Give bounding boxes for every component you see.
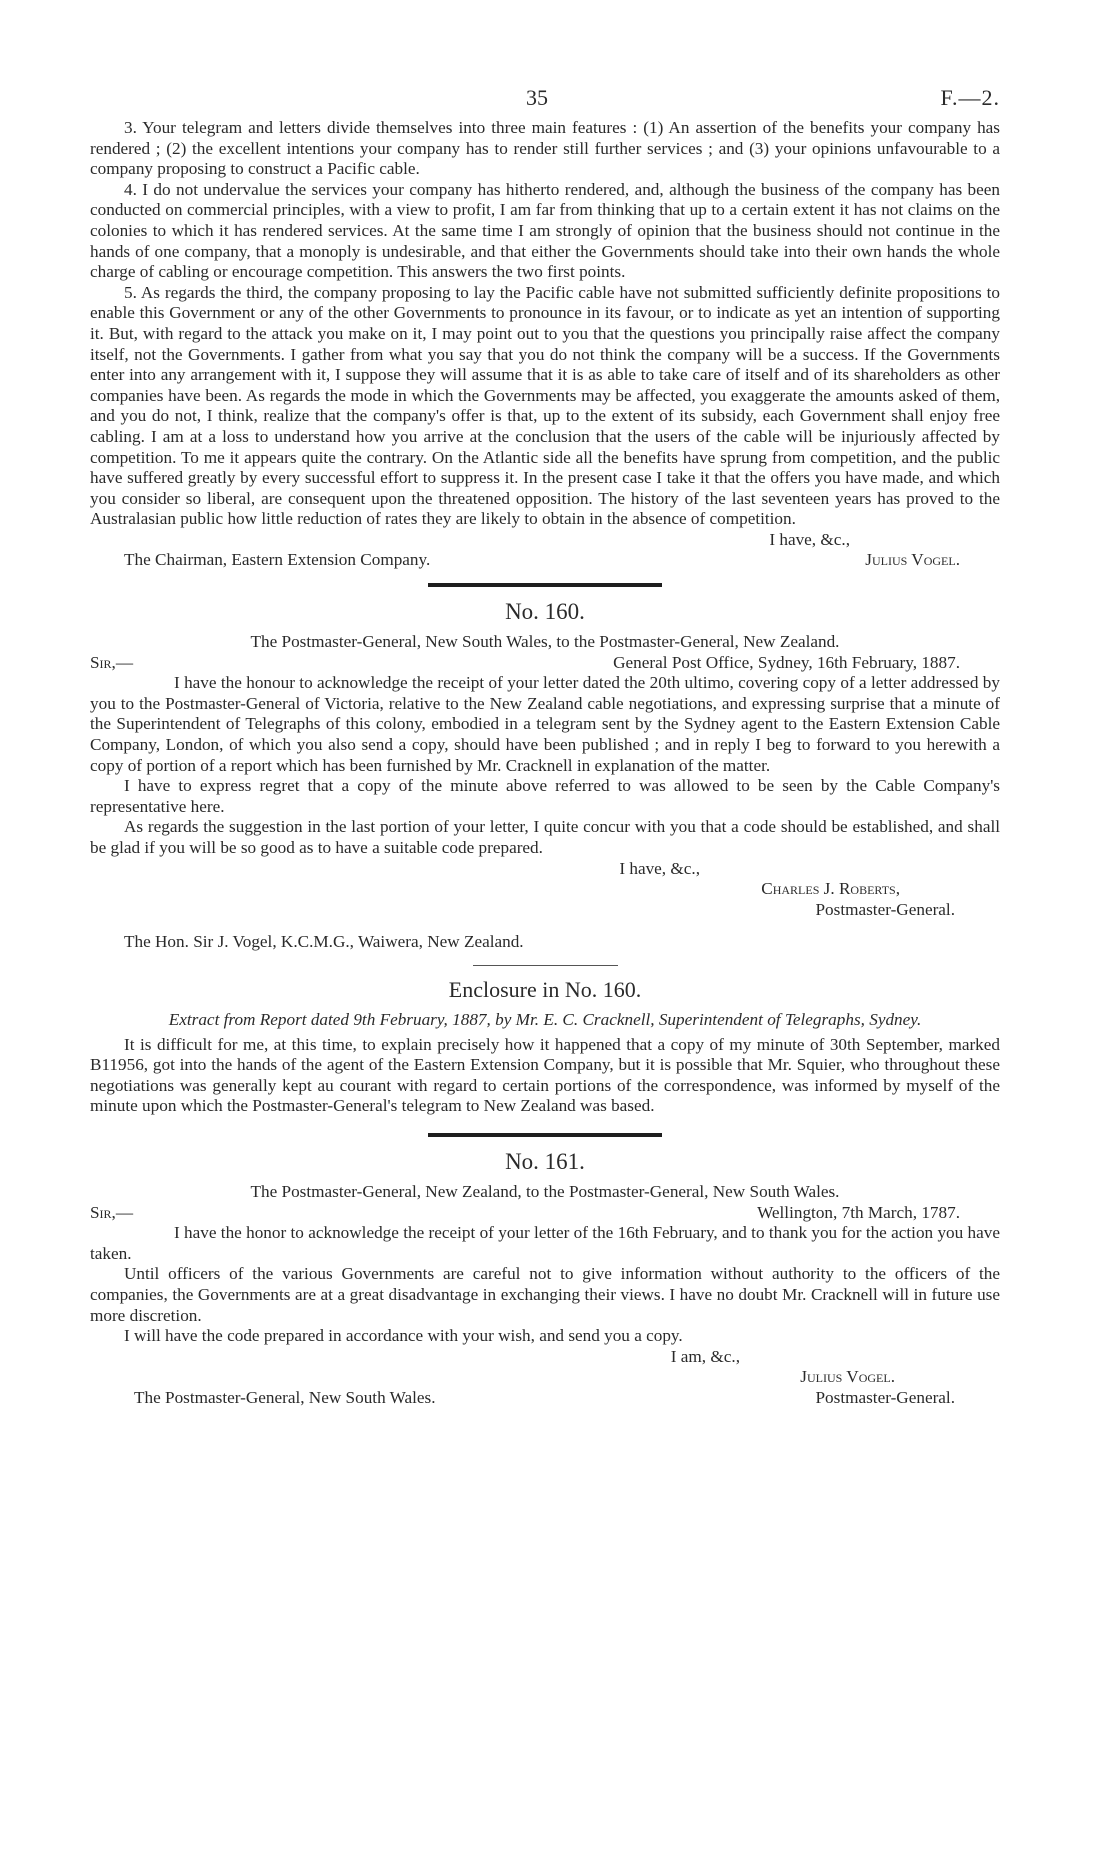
- from-to-line: The Postmaster-General, New Zealand, to the Postmaster-General, New South Wales.: [250, 1181, 840, 1201]
- page-header: [90, 0, 1000, 118]
- closing-line: I have, &c.,: [619, 858, 700, 878]
- signature-title: Postmaster-General.: [815, 899, 955, 919]
- signature: Julius Vogel.: [800, 1367, 895, 1387]
- section-divider: [428, 583, 662, 587]
- body-paragraph: I will have the code prepared in accordance with your wish, and send you a copy.: [124, 1326, 683, 1346]
- date-line: Wellington, 7th March, 1787.: [757, 1202, 960, 1222]
- paragraph-4: 4. I do not undervalue the services your company has hitherto rendered, and, although the business of the company has been conducted on commercial principles, with a view to profit, I am far from thinking that up to a certain extent it has not claims on the colonies to which it has rendered services. At the same time I am strongly of opinion that the business should not continue in the hands of one company, that a monoply is undesirable, and that either the Governments should take into their own hands the whole charge of cabling or encourage competition. This answers the two first points.: [90, 179, 1000, 282]
- date-line: General Post Office, Sydney, 16th February, 1887.: [613, 652, 960, 672]
- addressee: The Postmaster-General, New South Wales.: [134, 1387, 436, 1407]
- closing-line: I have, &c.,: [769, 529, 850, 549]
- paragraph-3: 3. Your telegram and letters divide themselves into three main features : (1) An assertion of the benefits your company has rendered ; (2) the excellent intentions your company has to render still further services ; and (3) your opinions unfavourable to a company proposing to construct a Pacific cable.: [90, 118, 1000, 179]
- addressee-title-row: [90, 1388, 1000, 1409]
- body-paragraph: I have the honor to acknowledge the receipt of your letter of the 16th February, and to thank you for the action you have taken.: [90, 1223, 1000, 1263]
- letter-heading: No. 160.: [505, 599, 585, 625]
- body-paragraph: As regards the suggestion in the last portion of your letter, I quite concur with you that a code should be established, and shall be glad if you will be so good as to have a suitable code prepared.: [90, 817, 1000, 857]
- body-paragraph: Until officers of the various Governments are careful not to give information without authority to the officers of the companies, the Governments are at a great disadvantage in exchanging their views. I have no doubt Mr. Cracknell will in future use more discretion.: [90, 1264, 1000, 1325]
- signature: Julius Vogel.: [865, 550, 960, 570]
- closing-line: I am, &c.,: [670, 1346, 740, 1366]
- enclosure-paragraph: It is difficult for me, at this time, to explain precisely how it happened that a copy of my minute of 30th September, marked B11956, got into the hands of the agent of the Eastern Extension Company, but it is possible that Mr. Squier, who throughout these negotiations was generally kept au courant with regard to certain portions of the correspondence, was informed by myself of the minute upon which the Postmaster-General's telegram to New Zealand was based.: [90, 1034, 1000, 1116]
- enclosure-in-no-160: [90, 976, 1000, 1117]
- letter-heading: No. 161.: [505, 1148, 585, 1174]
- signature-title: Postmaster-General.: [815, 1387, 955, 1407]
- addressee-signature-row: [90, 550, 1000, 571]
- salutation-date-row: [90, 653, 1000, 674]
- body-paragraph: I have the honour to acknowledge the receipt of your letter dated the 20th ultimo, covering copy of a letter addressed by you to the Postmaster-General of Victoria, relative to the New Zealand cable negotiations, and expressing surprise that a minute of the Superintendent of Telegraphs of this colony, embodied in a telegram sent by the Sydney agent to the Eastern Extension Cable Company, London, of which you also send a copy, should have been published ; and in reply I beg to forward to you herewith a copy of portion of a report which has been furnished by Mr. Cracknell in explanation of the matter.: [90, 673, 1000, 775]
- salutation: Sir,—: [90, 652, 134, 672]
- paragraph-5: 5. As regards the third, the company proposing to lay the Pacific cable have not submitted sufficiently definite propositions to enable this Government or any of the other Governments to pronounce in its favour, or to indicate as yet an intention of supporting it. But, with regard to the attack you make on it, I may point out to you that the questions you principally raise affect the company itself, not the Governments. I gather from what you say that you do not think the company will be a success. If the Governments enter into any arrangement with it, I suppose they will assume that it is as able to take care of itself and of its shareholders as other companies have been. As regards the mode in which the Governments may be affected, you exaggerate the amounts asked of them, and you do not, I think, realize that the company's offer is that, up to the extent of its subsidy, each Government shall enjoy free cabling. I am at a loss to understand how you arrive at the conclusion that the users of the cable will be injuriously affected by competition. To me it appears quite the contrary. On the Atlantic side all the benefits have sprung from competition, and the public have suffered greatly by every successful effort to suppress it. In the present case I take it that the offers you have made, and which you consider so liberal, are consequent upon the threatened opposition. The history of the last seventeen years has proved to the Australasian public how little reduction of rates they are likely to obtain in the absence of competition.: [90, 282, 1000, 529]
- page-number: 35: [526, 85, 548, 110]
- enclosure-heading: Enclosure in No. 160.: [448, 976, 642, 1002]
- enclosure-subtitle: Extract from Report dated 9th February, 1887, by Mr. E. C. Cracknell, Superintendent of Telegraphs, Sydney.: [168, 1009, 922, 1029]
- letter-no-160: [90, 598, 1000, 953]
- addressee: The Chairman, Eastern Extension Company.: [124, 550, 431, 570]
- signature: Charles J. Roberts,: [761, 879, 900, 899]
- section-divider: [473, 965, 618, 966]
- salutation: Sir,—: [90, 1202, 134, 1222]
- letter-continuation: [90, 118, 1000, 571]
- salutation-date-row: [90, 1203, 1000, 1224]
- body-paragraph: I have to express regret that a copy of the minute above referred to was allowed to be seen by the Cable Company's representative here.: [90, 776, 1000, 816]
- from-to-line: The Postmaster-General, New South Wales, to the Postmaster-General, New Zealand.: [250, 632, 840, 652]
- document-reference: F.—2.: [940, 85, 1000, 110]
- letter-no-161: [90, 1148, 1000, 1409]
- addressee: The Hon. Sir J. Vogel, K.C.M.G., Waiwera, New Zealand.: [124, 932, 524, 952]
- section-divider: [428, 1133, 662, 1137]
- document-page: [90, 0, 1000, 1408]
